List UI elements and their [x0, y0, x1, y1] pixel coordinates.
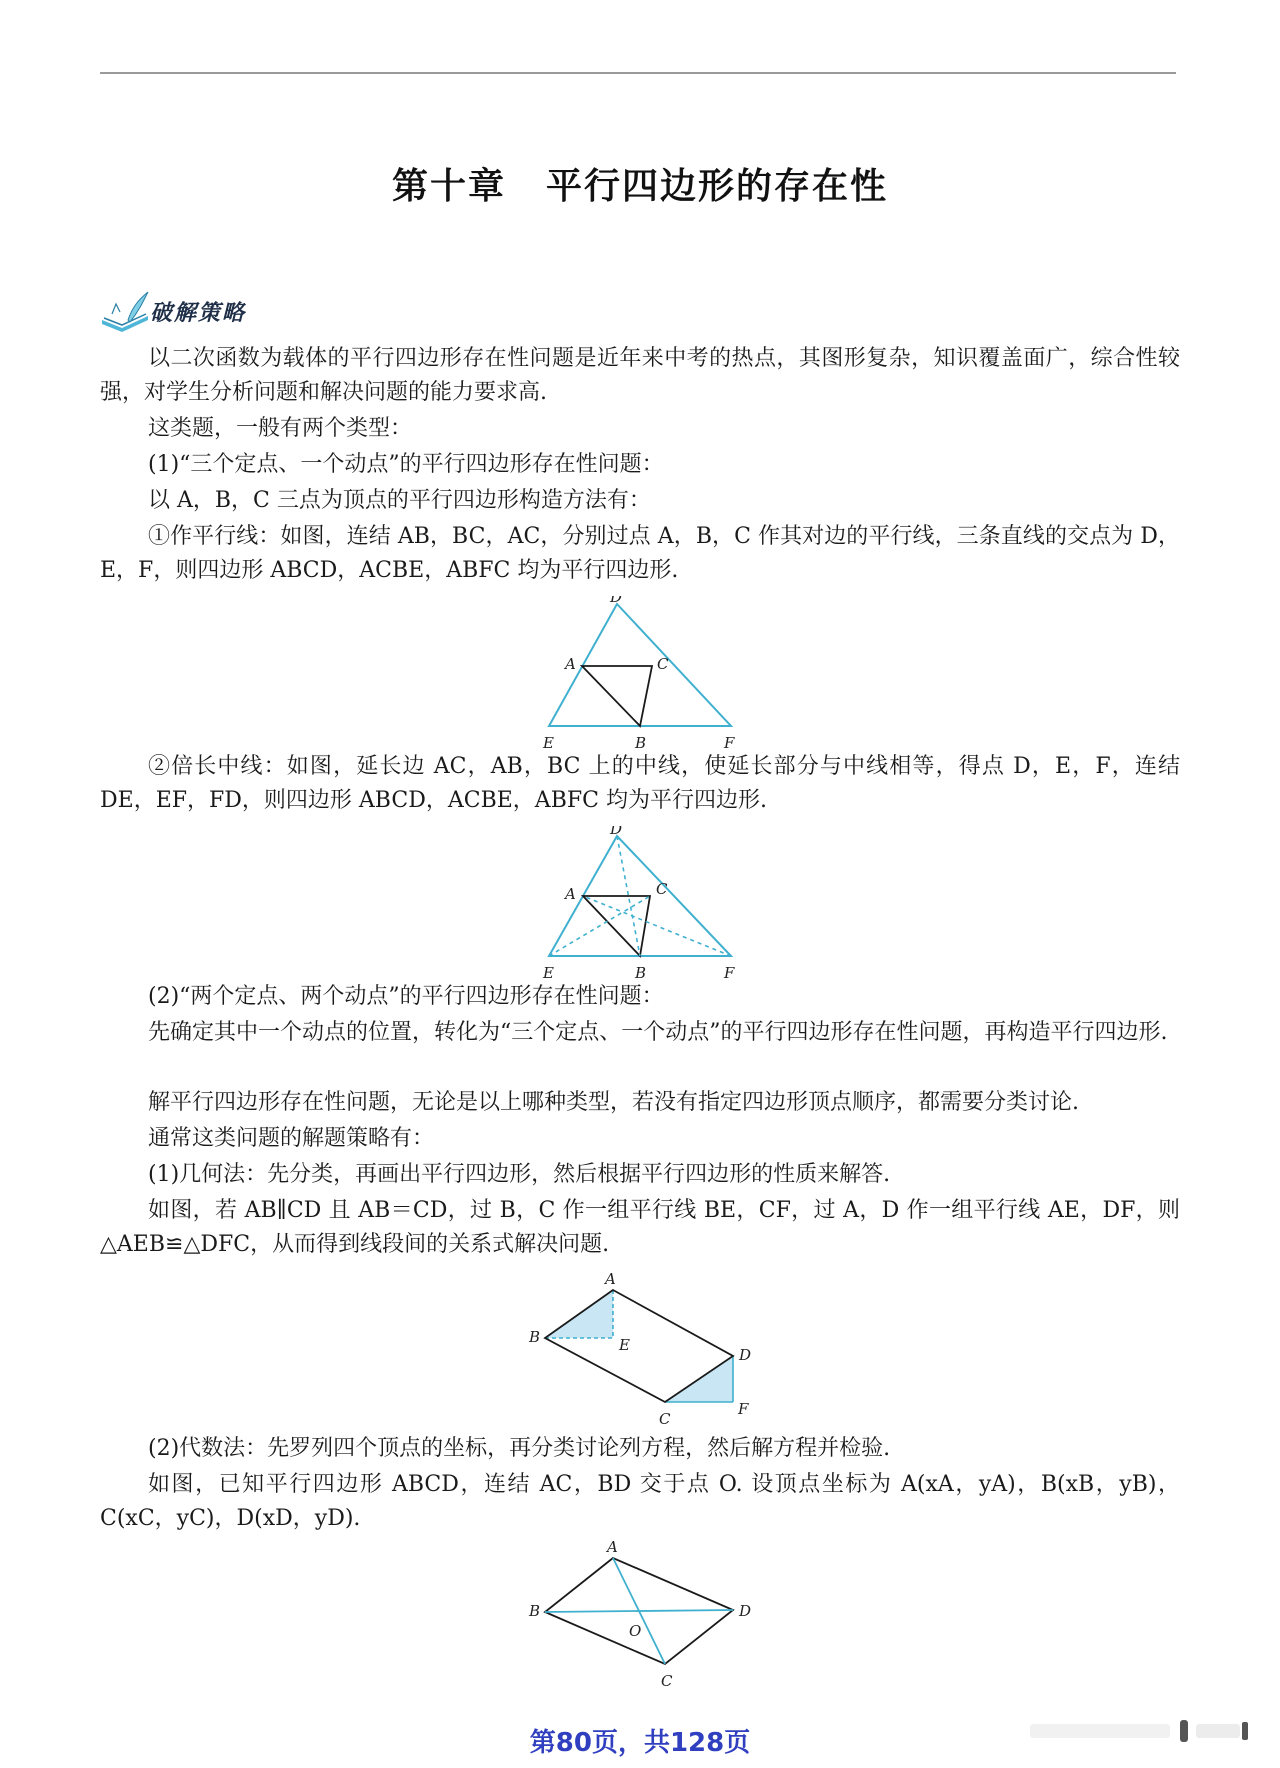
page-indicator: 第80页，共128页: [529, 1728, 751, 1758]
book-quill-icon: [98, 290, 158, 336]
label-D: D: [610, 596, 623, 606]
label-A: A: [565, 655, 576, 673]
label-B: B: [635, 734, 647, 752]
label-E: E: [619, 1336, 630, 1354]
paragraph-classify: 解平行四边形存在性问题，无论是以上哪种类型，若没有指定四边形顶点顺序，都需要分类讨论.: [148, 1090, 1079, 1115]
paragraph-algebraic-example: 如图，已知平行四边形 ABCD，连结 AC，BD 交于点 O. 设顶点坐标为 A(xA，yA)，B(xB，yB)，C(xC，yC)，D(xD，yD).: [100, 1472, 1180, 1531]
label-C: C: [661, 1672, 673, 1690]
label-F: F: [724, 734, 735, 752]
label-A: A: [565, 885, 576, 903]
chapter-number: 第十章: [391, 166, 506, 207]
paragraph-method2: ②倍长中线：如图，延长边 AC，AB，BC 上的中线，使延长部分与中线相等，得点 D，E，F，连结 DE，EF，FD，则四边形 ABCD，ACBE，ABFC 均为平行四边形.: [100, 754, 1180, 813]
label-A: A: [607, 1538, 618, 1556]
figure-congruent-triangles: [525, 1270, 765, 1434]
label-C: C: [656, 880, 668, 898]
paragraph-intro: 以二次函数为载体的平行四边形存在性问题是近年来中考的热点，其图形复杂，知识覆盖面广，综合性较强，对学生分析问题和解决问题的能力要求高.: [100, 346, 1180, 405]
paragraph-type2: (2)“两个定点、两个动点”的平行四边形存在性问题：: [148, 984, 664, 1009]
top-rule: [100, 72, 1176, 74]
chapter-name: 平行四边形的存在性: [546, 166, 889, 207]
label-D: D: [739, 1346, 752, 1364]
paragraph-type1: (1)“三个定点、一个动点”的平行四边形存在性问题：: [148, 452, 664, 477]
label-E: E: [543, 734, 554, 752]
paragraph-type2-method: 先确定其中一个动点的位置，转化为“三个定点、一个动点”的平行四边形存在性问题，再构造平行四边形.: [148, 1020, 1168, 1045]
label-B: B: [529, 1328, 541, 1346]
chapter-title: [0, 158, 1280, 209]
label-D: D: [610, 826, 623, 838]
figure-diagonals: [525, 1538, 765, 1702]
paragraph-geometric: (1)几何法：先分类，再画出平行四边形，然后根据平行四边形的性质来解答.: [148, 1162, 891, 1187]
figure-doubled-medians: [540, 826, 740, 990]
label-F: F: [724, 964, 735, 982]
paragraph-method1: ①作平行线：如图，连结 AB，BC，AC，分别过点 A，B，C 作其对边的平行线，三条直线的交点为 D，E，F，则四边形 ABCD，ACBE，ABFC 均为平行四边形.: [100, 524, 1180, 583]
section-heading: [98, 290, 398, 336]
viewer-toolbar: [1030, 1716, 1260, 1746]
paragraph-strategies: 通常这类问题的解题策略有：: [148, 1126, 435, 1151]
label-A: A: [605, 1270, 616, 1288]
paragraph-construction: 以 A，B，C 三点为顶点的平行四边形构造方法有：: [148, 488, 651, 513]
label-E: E: [543, 964, 554, 982]
section-label: 破解策略: [150, 301, 247, 326]
label-C: C: [659, 1410, 671, 1428]
label-O: O: [629, 1622, 642, 1640]
scrollbar-handle-icon[interactable]: [1180, 1720, 1188, 1742]
paragraph-algebraic: (2)代数法：先罗列四个顶点的坐标，再分类讨论列方程，然后解方程并检验.: [148, 1436, 891, 1461]
paragraph-types: 这类题，一般有两个类型：: [148, 416, 413, 441]
label-C: C: [657, 655, 669, 673]
label-F: F: [738, 1400, 749, 1418]
label-B: B: [635, 964, 647, 982]
scrollbar-end-icon[interactable]: [1242, 1722, 1248, 1740]
label-B: B: [529, 1602, 541, 1620]
paragraph-geometric-example: 如图，若 AB∥CD 且 AB＝CD，过 B，C 作一组平行线 BE，CF，过 A，D 作一组平行线 AE，DF，则 △AEB≌△DFC，从而得到线段间的关系式解决问题.: [100, 1198, 1180, 1257]
figure-parallel-lines: [540, 596, 740, 760]
label-D: D: [739, 1602, 752, 1620]
